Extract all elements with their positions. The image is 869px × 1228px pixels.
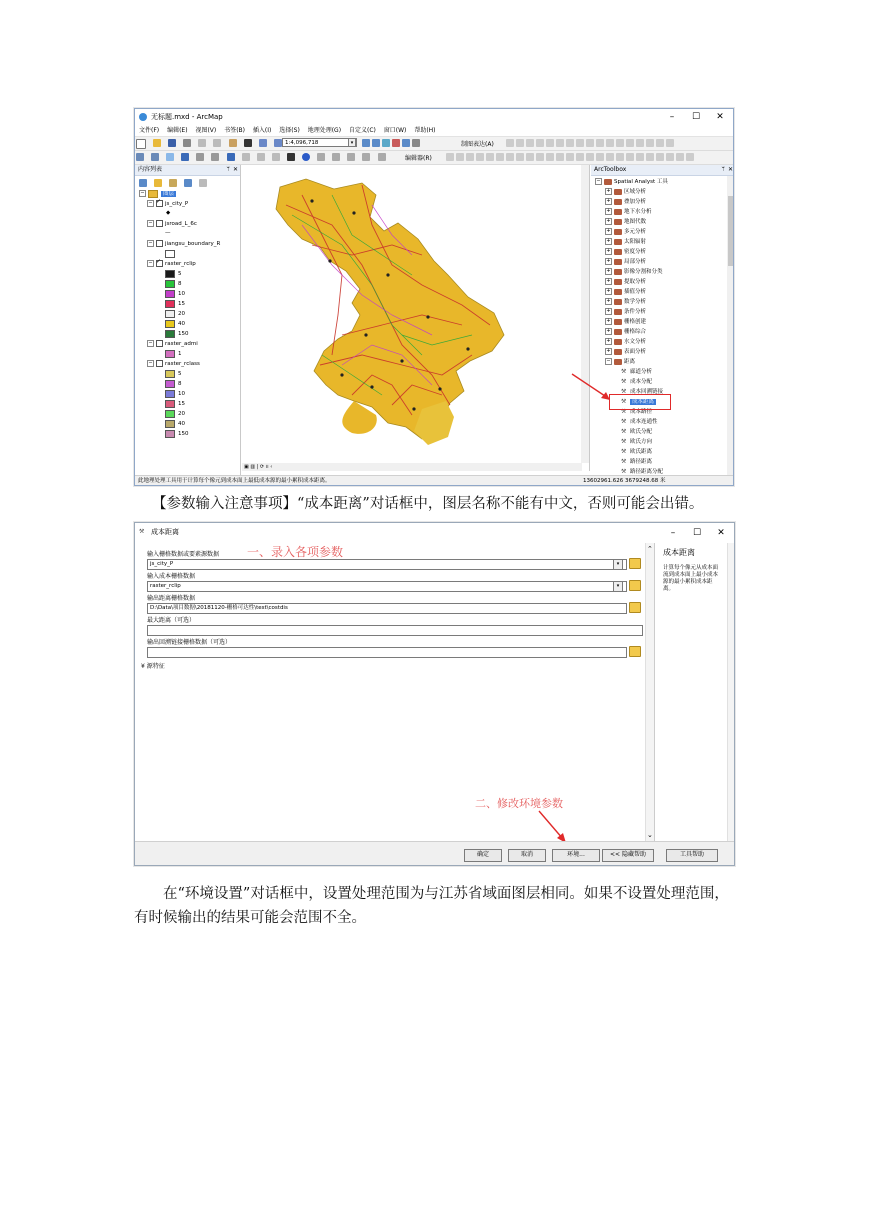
- help-title: 成本距离: [663, 548, 695, 557]
- toc-side-strip: [134, 395, 135, 425]
- backlink-input[interactable]: [147, 647, 627, 658]
- dialog-title: 成本距离: [151, 528, 179, 536]
- list-by-visibility-icon[interactable]: [169, 179, 177, 187]
- tool-label: 路径距离分配: [630, 469, 664, 475]
- coordinate-readout: 13602961.626 3679248.68 米: [583, 478, 666, 484]
- toolset-icon: [614, 229, 622, 235]
- toolset-icon: [614, 289, 622, 295]
- legend-label: 8: [178, 281, 182, 287]
- arctoolbox-scrollbar[interactable]: [727, 176, 734, 475]
- toolset-item[interactable]: + 太阳辐射: [606, 238, 647, 245]
- menu-insert[interactable]: 插入(I): [252, 127, 272, 134]
- layer-raster-rclip[interactable]: −✓ raster_rclip: [147, 259, 196, 269]
- legend-swatch: [165, 350, 175, 358]
- arctoolbox-panel: [591, 165, 734, 477]
- source-characteristics-expander[interactable]: ¥ 源特征: [141, 663, 165, 670]
- form-scrollbar[interactable]: ⌃ ⌄: [647, 545, 653, 839]
- save-icon[interactable]: [168, 139, 176, 147]
- toolset-item[interactable]: + 水文分析: [606, 338, 647, 345]
- zoom-in-icon[interactable]: [136, 153, 144, 161]
- toolset-icon: [614, 319, 622, 325]
- toolset-icon: [614, 219, 622, 225]
- legend-swatch: [165, 300, 175, 308]
- layout-view-buttons[interactable]: ▣ ▥ | ⟳ ॥ ‹: [244, 464, 273, 470]
- toolset-icon: [614, 239, 622, 245]
- toc-root-row[interactable]: − 图层: [140, 190, 175, 197]
- forward-icon[interactable]: [242, 153, 250, 161]
- legend-class-10: [165, 389, 185, 399]
- distance-tool-item[interactable]: [621, 417, 658, 427]
- identify-icon[interactable]: [302, 153, 310, 161]
- hammer-icon: ⚒: [621, 388, 627, 395]
- toolset-icon: [614, 249, 622, 255]
- max-distance-input[interactable]: [147, 625, 643, 636]
- distance-tool-item[interactable]: [621, 457, 652, 467]
- label-source-data: 输入栅格数据或要素源数据: [147, 551, 220, 558]
- toolset-item[interactable]: + 插值分析: [606, 288, 647, 295]
- toc-close-icon[interactable]: ✕: [232, 166, 238, 173]
- toolset-item[interactable]: + 地下水分析: [606, 208, 652, 215]
- toolset-item[interactable]: + 表面分析: [606, 348, 647, 355]
- toc-title: 内容列表: [138, 166, 163, 173]
- pan-icon[interactable]: [166, 153, 174, 161]
- pin-icon[interactable]: ᛘ: [721, 166, 725, 173]
- new-icon[interactable]: [136, 139, 146, 149]
- legend-label: 10: [178, 391, 185, 397]
- menu-help[interactable]: 帮助(H): [414, 127, 436, 134]
- fixed-zoom-out-icon[interactable]: [211, 153, 219, 161]
- legend-class-8: [165, 379, 182, 389]
- legend-swatch: [165, 280, 175, 288]
- cost-raster-input[interactable]: raster_rclip: [147, 581, 627, 592]
- standard-toolbar: [135, 137, 733, 151]
- toolset-label: 表面分析: [624, 349, 647, 355]
- layer-visibility-checkbox[interactable]: [156, 220, 163, 227]
- legend-class-15: [165, 399, 185, 409]
- tool-label: 成本连通性: [630, 419, 658, 425]
- toolset-icon: [614, 189, 622, 195]
- hide-help-button[interactable]: << 隐藏帮助: [602, 849, 654, 862]
- hammer-icon: ⚒: [621, 418, 627, 425]
- legend-label: 8: [178, 381, 182, 387]
- tool-label: 成本路径: [630, 409, 653, 415]
- layer-jiangsu-boundary[interactable]: − jiangsu_boundary_R: [148, 240, 221, 247]
- help-panel: [657, 543, 735, 841]
- legend-label: 40: [178, 321, 185, 327]
- toolset-icon: [614, 209, 622, 215]
- legend-label: 15: [178, 301, 185, 307]
- hammer-icon: ⚒: [621, 458, 627, 465]
- map-view[interactable]: [242, 165, 590, 471]
- toolset-item[interactable]: + 多元分析: [606, 228, 647, 235]
- measure-icon[interactable]: [347, 153, 355, 161]
- layer-js-city[interactable]: −✓ js_city_P: [147, 199, 188, 209]
- paste-icon[interactable]: [229, 139, 237, 147]
- toolset-icon: [614, 199, 622, 205]
- legend-class-40: [165, 319, 185, 329]
- tool-label: 成本分配: [630, 379, 653, 385]
- layer-jsroad[interactable]: − jsroad_L_6c: [148, 220, 197, 227]
- drawing-toolbar-label[interactable]: 制图表达(A): [461, 141, 494, 148]
- toolset-item[interactable]: + 区域分析: [606, 188, 647, 195]
- toc-panel: [135, 165, 241, 477]
- toolbox-icon: [604, 179, 612, 185]
- menu-customize[interactable]: 自定义(C): [348, 127, 376, 134]
- tool-help-button[interactable]: 工具帮助: [666, 849, 718, 862]
- layer-visibility-checkbox[interactable]: [156, 360, 163, 367]
- status-message: 此地理处理工具用于计算每个像元到成本面上最低成本源的最小累积成本距离。: [138, 478, 331, 484]
- maximize-button[interactable]: ☐: [691, 112, 701, 122]
- point-symbol: ◆: [166, 210, 171, 216]
- legend-label: 5: [178, 371, 182, 377]
- legend-label: 15: [178, 401, 185, 407]
- map-scrollbar-h[interactable]: [242, 463, 582, 471]
- label-max-distance: 最大距离（可选）: [147, 617, 196, 624]
- legend-class-20: [165, 409, 185, 419]
- toolset-item[interactable]: + 地图代数: [606, 218, 647, 225]
- legend-swatch: [165, 330, 175, 338]
- output-distance-input[interactable]: D:\Data\项目数据\20181120-栅格可达性\test\costdis: [147, 603, 627, 614]
- polygon-symbol: [165, 249, 178, 259]
- toolset-item[interactable]: + 数学分析: [606, 298, 647, 305]
- toolset-label: 区域分析: [624, 189, 647, 195]
- toolset-label: 栅格创建: [624, 319, 647, 325]
- toolset-item[interactable]: + 影像分割和分类: [606, 268, 663, 275]
- caption-environment-settings: 在“环境设置”对话框中，设置处理范围为与江苏省域面图层相同。如果不设置处理范围，有时候输出的结果可能会范围不全。: [134, 886, 729, 926]
- copy-icon[interactable]: [213, 139, 221, 147]
- undo-icon[interactable]: [259, 139, 267, 147]
- hammer-icon: ⚒: [621, 378, 627, 385]
- distance-tool-item[interactable]: [621, 427, 652, 437]
- legend-swatch: [165, 400, 175, 408]
- toolset-label: 局部分析: [624, 259, 647, 265]
- status-bar: [135, 475, 734, 485]
- dialog-form-area: [135, 543, 655, 841]
- minimize-button[interactable]: –: [669, 112, 675, 122]
- tool-label: 欧氏方向: [630, 439, 653, 445]
- tool-label: 成本回溯链接: [630, 389, 664, 395]
- redo-icon[interactable]: [274, 139, 282, 147]
- legend-class-10: [165, 289, 185, 299]
- layer-visibility-checkbox[interactable]: [156, 260, 163, 267]
- line-symbol: —: [165, 230, 171, 236]
- source-data-dropdown[interactable]: ▾: [613, 559, 623, 570]
- distance-tool-item[interactable]: [621, 367, 652, 377]
- toolset-label: 地下水分析: [624, 209, 652, 215]
- jiangsu-map: [242, 165, 582, 465]
- legend-label: 1: [178, 351, 182, 357]
- arctoolbox-title: ArcToolbox: [594, 166, 627, 173]
- legend-class-150: [165, 429, 189, 439]
- legend-label: 10: [178, 291, 185, 297]
- distance-tool-item[interactable]: [621, 377, 652, 387]
- label-cost-raster: 输入成本栅格数据: [147, 573, 196, 580]
- zoom-out-icon[interactable]: [151, 153, 159, 161]
- dialog-button-bar: [135, 841, 735, 866]
- source-data-browse-icon[interactable]: [629, 558, 641, 569]
- toolset-icon: [614, 329, 622, 335]
- arctoolbox-header: [591, 165, 734, 176]
- map-scrollbar-v[interactable]: [581, 165, 589, 463]
- cost-raster-browse-icon[interactable]: [629, 580, 641, 591]
- spatial-analyst-toolbox[interactable]: − Spatial Analyst 工具: [596, 178, 668, 185]
- scale-dropdown[interactable]: ▾: [348, 138, 356, 147]
- legend-class-8: [165, 279, 182, 289]
- toolset-label: 太阳辐射: [624, 239, 647, 245]
- arcmap-window: [134, 108, 734, 486]
- hammer-icon: ⚒: [139, 528, 145, 535]
- toolset-icon: [614, 349, 622, 355]
- tool-label: 欧氏分配: [630, 429, 653, 435]
- legend-swatch: [165, 420, 175, 428]
- hammer-icon: ⚒: [621, 438, 627, 445]
- toolset-label: 距离: [624, 359, 636, 365]
- arcmap-title: 无标题.mxd - ArcMap: [151, 113, 223, 121]
- menu-view[interactable]: 视图(V): [195, 127, 217, 134]
- editor-toolbar-label[interactable]: 编辑器(R): [405, 155, 432, 162]
- delete-icon[interactable]: [244, 139, 252, 147]
- distance-tool-item[interactable]: [621, 437, 652, 447]
- annotation-modify-environment: 二、修改环境参数: [475, 797, 563, 810]
- arcmap-titlebar: [135, 109, 733, 125]
- legend-class-5: [165, 269, 182, 279]
- hammer-icon: ⚒: [621, 408, 627, 415]
- arctoolbox-close-icon[interactable]: ✕: [727, 166, 733, 173]
- toolset-item[interactable]: + 密度分析: [606, 248, 647, 255]
- toolset-label: 叠加分析: [624, 199, 647, 205]
- source-data-input[interactable]: js_city_P: [147, 559, 627, 570]
- arcmap-menubar: [135, 125, 733, 137]
- hammer-icon: ⚒: [621, 468, 627, 475]
- hammer-icon: ⚒: [621, 368, 627, 375]
- toolset-label: 影像分割和分类: [624, 269, 663, 275]
- tool-label: 欧氏距离: [630, 449, 653, 455]
- toolset-item[interactable]: + 局部分析: [606, 258, 647, 265]
- hyperlink-icon[interactable]: [362, 153, 370, 161]
- legend-swatch: [165, 430, 175, 438]
- toolset-label: 条件分析: [624, 309, 647, 315]
- help-text: 计算每个像元从成本面流到成本面上最小成本源的最小累积成本距离。: [663, 565, 719, 592]
- label-backlink: 输出回溯链接栅格数据（可选）: [147, 639, 232, 646]
- legend-swatch: [165, 320, 175, 328]
- menu-edit[interactable]: 编辑(E): [167, 127, 188, 134]
- fixed-zoom-in-icon[interactable]: [196, 153, 204, 161]
- toolset-item[interactable]: + 条件分析: [606, 308, 647, 315]
- legend-label: 150: [178, 431, 189, 437]
- legend-swatch: [165, 380, 175, 388]
- toolset-icon: [614, 339, 622, 345]
- menu-bookmarks[interactable]: 书签(B): [224, 127, 245, 134]
- legend-class-150: [165, 329, 189, 339]
- toolset-item[interactable]: + 栅格创建: [606, 318, 647, 325]
- cancel-button[interactable]: 取消: [508, 849, 546, 862]
- html-popup-icon[interactable]: [317, 153, 325, 161]
- layer-visibility-checkbox[interactable]: [156, 340, 163, 347]
- cost-distance-dialog: [134, 522, 735, 866]
- arcmap-app-icon: [139, 113, 147, 121]
- toolset-item[interactable]: − 距离: [606, 358, 636, 365]
- distance-tool-item[interactable]: [621, 447, 652, 457]
- legend-class-1: [165, 349, 182, 359]
- label-output-distance: 输出距离栅格数据: [147, 595, 196, 602]
- toolset-label: 提取分析: [624, 279, 647, 285]
- layer-raster-admi[interactable]: − raster_admi: [148, 340, 198, 347]
- print-icon[interactable]: [183, 139, 191, 147]
- list-by-source-icon[interactable]: [154, 179, 162, 187]
- toolset-icon: [614, 359, 622, 365]
- ok-button[interactable]: 确定: [464, 849, 502, 862]
- legend-class-15: [165, 299, 185, 309]
- find-icon[interactable]: [332, 153, 340, 161]
- toolset-icon: [614, 269, 622, 275]
- scale-input[interactable]: 1:4,096,718: [282, 138, 357, 147]
- menu-geoprocessing[interactable]: 地理处理(G): [307, 127, 342, 134]
- pin-icon[interactable]: ᛘ: [226, 166, 230, 173]
- highlight-box-cost-distance: [609, 394, 671, 410]
- menu-windows[interactable]: 窗口(W): [383, 127, 407, 134]
- toolset-item[interactable]: + 提取分析: [606, 278, 647, 285]
- hammer-icon: ⚒: [621, 448, 627, 455]
- toolset-label: 多元分析: [624, 229, 647, 235]
- help-scrollbar[interactable]: [727, 543, 735, 841]
- environments-button[interactable]: 环境...: [552, 849, 600, 862]
- legend-label: 40: [178, 421, 185, 427]
- list-by-selection-icon[interactable]: [184, 179, 192, 187]
- toolset-label: 栅格综合: [624, 329, 647, 335]
- close-button[interactable]: ✕: [716, 112, 724, 122]
- backlink-browse-icon[interactable]: [629, 646, 641, 657]
- full-extent-icon[interactable]: [181, 153, 189, 161]
- list-by-drawing-order-icon[interactable]: [139, 179, 147, 187]
- toolset-icon: [614, 309, 622, 315]
- legend-label: 20: [178, 311, 185, 317]
- tool-label: 成本距离: [632, 399, 655, 405]
- menu-selection[interactable]: 选择(S): [279, 127, 300, 134]
- legend-class-5: [165, 369, 182, 379]
- dialog-titlebar: [135, 523, 734, 541]
- legend-class-40: [165, 419, 185, 429]
- legend-swatch: [165, 270, 175, 278]
- open-icon[interactable]: [153, 139, 161, 147]
- toc-header: [135, 165, 240, 176]
- dialog-minimize-button[interactable]: –: [670, 528, 676, 538]
- caption-parameter-notes: 【参数输入注意事项】“成本距离”对话框中，图层名称不能有中文，否则可能会出错。: [152, 496, 704, 512]
- annotation-enter-parameters: 一、录入各项参数: [247, 545, 344, 559]
- legend-swatch: [165, 410, 175, 418]
- legend-label: 20: [178, 411, 185, 417]
- toolset-icon: [614, 279, 622, 285]
- toolset-icon: [614, 259, 622, 265]
- options-icon[interactable]: [199, 179, 207, 187]
- tool-label: 路径距离: [630, 459, 653, 465]
- hammer-icon: ⚒: [621, 428, 627, 435]
- toolset-item[interactable]: + 叠加分析: [606, 198, 647, 205]
- toolset-label: 数学分析: [624, 299, 647, 305]
- legend-swatch: [165, 290, 175, 298]
- toolset-label: 插值分析: [624, 289, 647, 295]
- toolset-label: 地图代数: [624, 219, 647, 225]
- time-slider-icon[interactable]: [378, 153, 386, 161]
- tools-toolbar: [135, 151, 733, 165]
- legend-class-20: [165, 309, 185, 319]
- menu-file[interactable]: 文件(F): [139, 127, 160, 134]
- select-features-icon[interactable]: [257, 153, 265, 161]
- toolset-icon: [614, 299, 622, 305]
- toolset-label: 水文分析: [624, 339, 647, 345]
- legend-swatch: [165, 310, 175, 318]
- output-distance-browse-icon[interactable]: [629, 602, 641, 613]
- legend-swatch: [165, 370, 175, 378]
- cost-raster-dropdown[interactable]: ▾: [613, 581, 623, 592]
- layer-raster-rclass[interactable]: − raster_rclass: [148, 360, 200, 367]
- tool-label: 廊道分析: [630, 369, 653, 375]
- clear-selection-icon[interactable]: [272, 153, 280, 161]
- layer-visibility-checkbox[interactable]: [156, 240, 163, 247]
- cut-icon[interactable]: [198, 139, 206, 147]
- layer-visibility-checkbox[interactable]: [156, 200, 163, 207]
- legend-label: 5: [178, 271, 182, 277]
- legend-swatch: [165, 390, 175, 398]
- toolset-item[interactable]: + 栅格综合: [606, 328, 647, 335]
- toolset-label: 密度分析: [624, 249, 647, 255]
- hammer-icon: ⚒: [621, 398, 627, 405]
- legend-label: 150: [178, 331, 189, 337]
- dialog-maximize-button[interactable]: ☐: [692, 528, 702, 538]
- back-icon[interactable]: [227, 153, 235, 161]
- dialog-close-button[interactable]: ✕: [717, 528, 725, 538]
- select-elements-icon[interactable]: [287, 153, 295, 161]
